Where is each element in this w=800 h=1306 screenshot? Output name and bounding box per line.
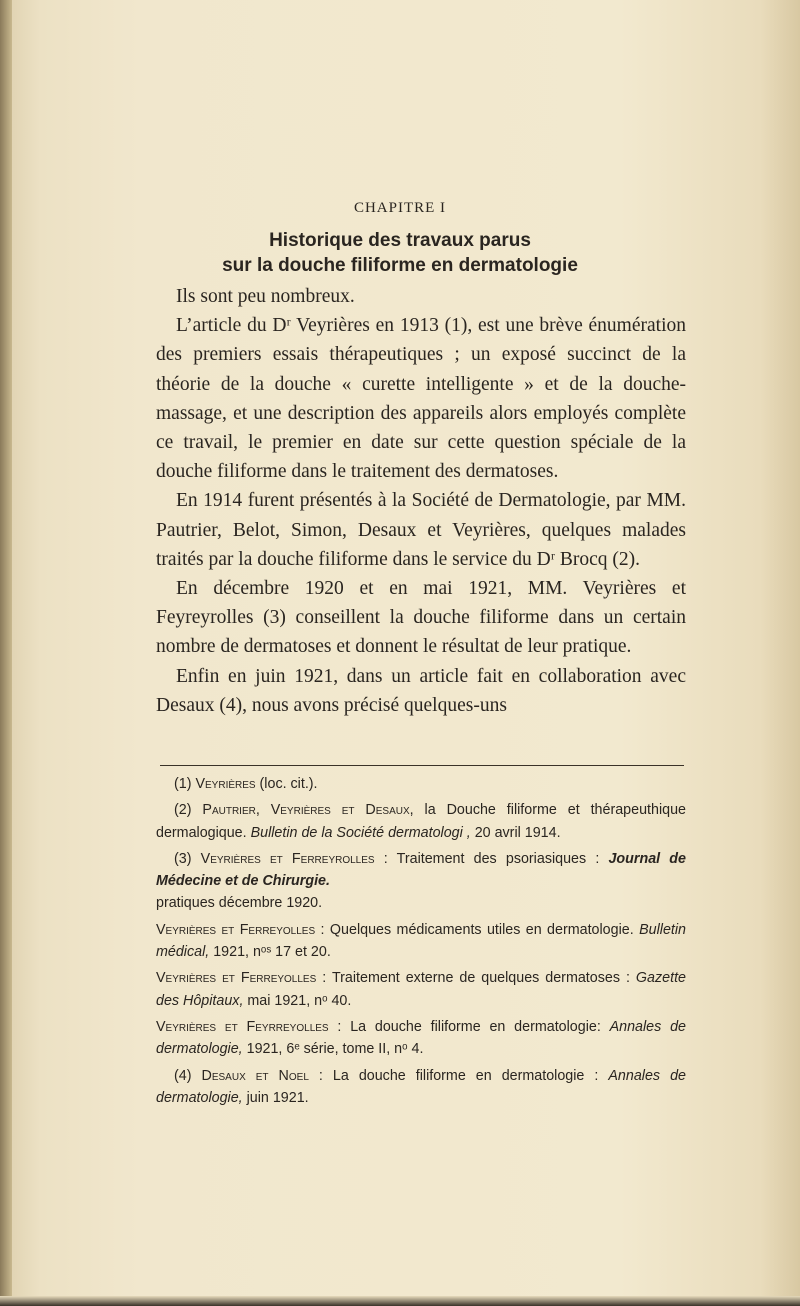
footnote-3-extra: pratiques décembre 1920. [156, 895, 323, 912]
footnote-author: Veyrières et Feyrreyolles [156, 1018, 329, 1035]
paragraph-1: Ils sont peu nombreux. [176, 286, 355, 307]
footnote-text: (loc. cit.). [255, 776, 318, 792]
footnote-text: la Douche filiforme et thérapeuthique dermalogique. [156, 802, 686, 841]
paragraph-5: Enfin en juin 1921, dans un article fait en collaboration avec Desaux (4), nous avons précisé quelques-uns [156, 665, 686, 716]
paragraph-4: En décembre 1920 et en mai 1921, MM. Veyrières et Feyreyrolles (3) conseillent la douche filiforme dans un certain nombre de dermatoses et donnent le résultat de leur pratique. [156, 578, 686, 658]
paragraph-3: En 1914 furent présentés à la Société de Dermatologie, par MM. Pautrier, Belot, Simon, Desaux et Veyrières, quelques malades traités par la douche filiforme dans le service du Dʳ Brocq (2). [156, 490, 686, 570]
footnote-text: : Quelques médicaments utiles en dermatologie. [315, 921, 640, 938]
footnote-journal: Bulletin de la Société dermatologi , [250, 824, 471, 841]
footnotes [156, 773, 686, 1109]
footnote-number: (2) [174, 802, 192, 819]
footnote-4 [156, 1065, 686, 1110]
footnote-text: : Traitement des psoriasiques : [374, 850, 609, 867]
footnote-2 [156, 799, 686, 844]
page-bottom-edge [0, 1296, 800, 1306]
footnote-journal: Annales de dermatologie, [156, 1018, 686, 1058]
footnote-journal: Annales de dermatologie, [156, 1067, 686, 1106]
footnote-text: : Traitement externe de quelques dermatoses : [316, 970, 636, 987]
section-title-line-2: sur la douche filiforme en dermatologie [222, 255, 578, 276]
footnote-author: Desaux et Noel [201, 1067, 309, 1084]
footnote-journal: Journal de Médecine et de Chirurgie. [156, 850, 686, 890]
footnote-3 [156, 848, 686, 893]
chapter-heading: CHAPITRE I [353, 200, 447, 216]
footnote-3c [156, 967, 686, 1012]
footnote-number: (3) [174, 850, 192, 867]
footnote-author: Veyrières [195, 776, 256, 792]
footnote-journal: Gazette des Hôpitaux, [156, 970, 686, 1009]
paragraph-2: L’article du Dʳ Veyrières en 1913 (1), est une brève énumération des premiers essais thérapeutiques ; un exposé succinct de la théorie de la douche « curette intelligente » et de la douche-massage, et une description des appareils alors employés complète ce travail, le premier en date sur cette question spéciale de la douche filiforme dans le traitement des dermatoses. [156, 315, 686, 483]
footnote-text: : La douche filiforme en dermatologie: [328, 1018, 610, 1035]
footnote-number: (1) [174, 776, 192, 792]
footnote-date: juin 1921. [242, 1089, 309, 1106]
footnote-1 [156, 773, 686, 795]
page-binding-edge [0, 0, 12, 1306]
footnote-number: (4) [174, 1067, 192, 1084]
section-title-line-1: Historique des travaux parus [269, 230, 531, 251]
footnote-date: 1921, 6ᵉ série, tome II, nᵒ 4. [242, 1041, 424, 1058]
body-text [156, 282, 686, 720]
footnote-date: 1921, nᵒˢ 17 et 20. [209, 944, 331, 961]
footnote-author: Pautrier, Veyrières et Desaux, [202, 802, 414, 819]
footnote-author: Veyrières et Ferreyrolles [200, 850, 375, 867]
footnote-3d [156, 1016, 686, 1061]
footnote-date: mai 1921, nᵒ 40. [243, 992, 352, 1009]
footnote-divider [160, 765, 684, 766]
footnote-journal: Bulletin médical, [156, 921, 687, 961]
footnote-text: : La douche filiforme en dermatologie : [308, 1067, 609, 1084]
footnote-author: Veyrières et Ferreyolles [156, 970, 317, 987]
footnote-date: 20 avril 1914. [470, 824, 561, 841]
footnote-author: Veyrières et Ferreyolles [156, 921, 316, 938]
footnote-3b [156, 919, 686, 964]
